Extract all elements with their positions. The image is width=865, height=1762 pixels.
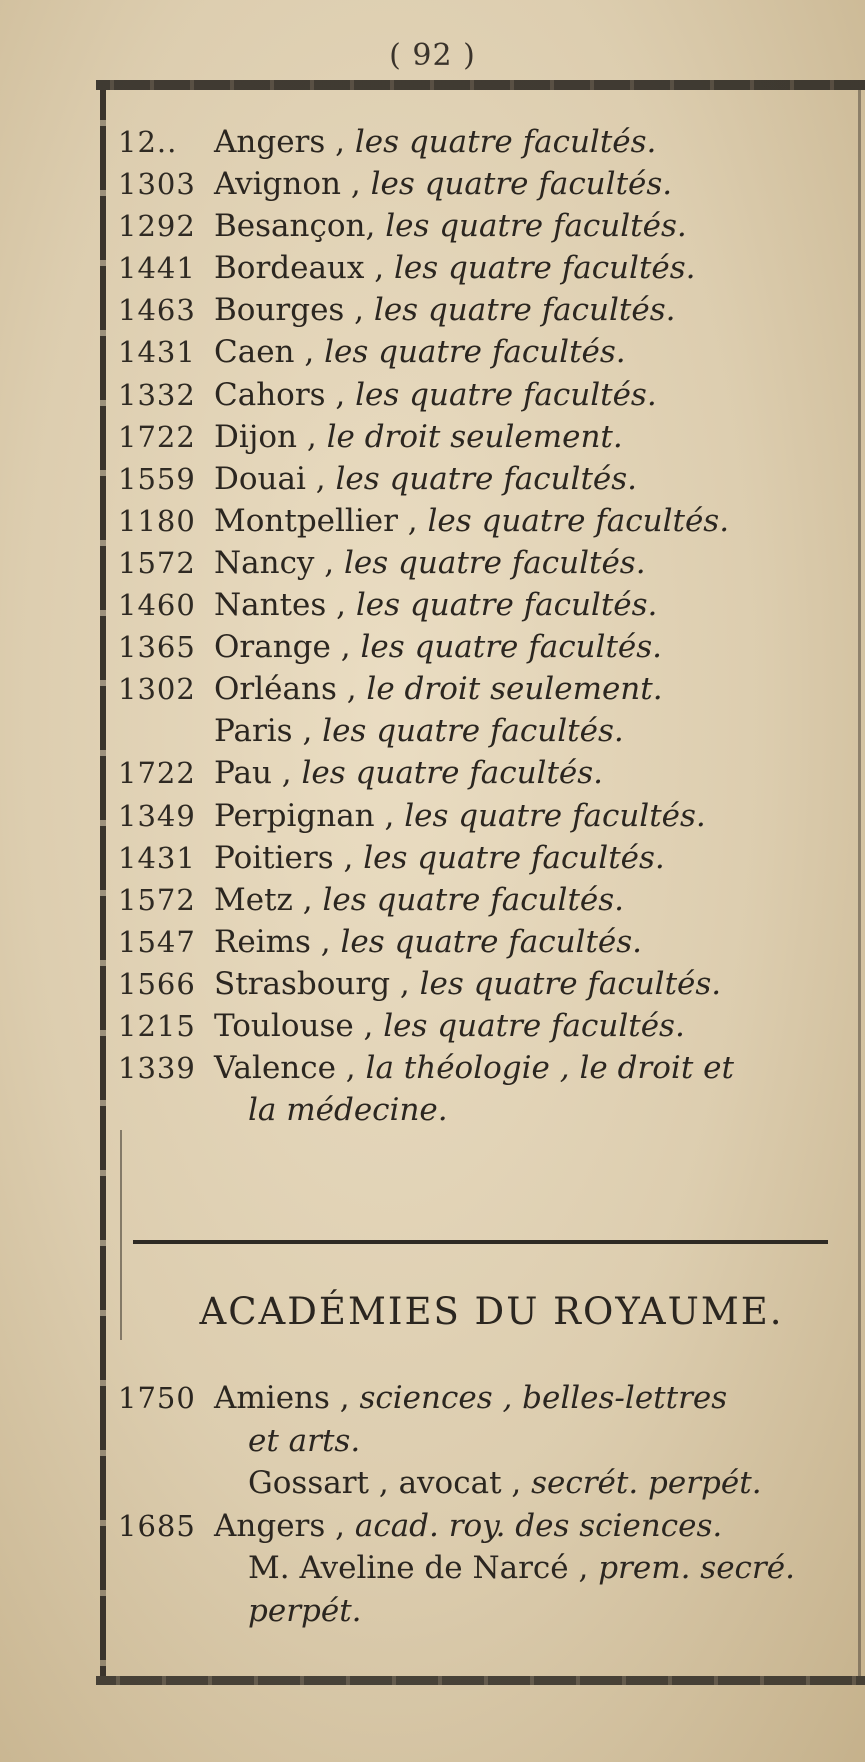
university-faculties: les quatre facultés.	[427, 502, 730, 539]
list-item	[118, 461, 865, 503]
university-entry	[214, 292, 675, 328]
list-item	[118, 755, 865, 797]
university-year: 1292	[118, 209, 196, 244]
university-year: 1547	[118, 924, 196, 959]
university-entry	[214, 208, 687, 244]
section-rule	[133, 1240, 828, 1244]
list-item	[118, 1423, 865, 1466]
university-faculties: les quatre facultés.	[363, 839, 665, 876]
list-item	[118, 250, 865, 292]
university-year: 1349	[118, 798, 196, 833]
university-faculties: les quatre facultés.	[354, 124, 657, 160]
list-item	[118, 1050, 865, 1092]
university-faculties: les quatre facultés.	[419, 965, 722, 1002]
university-place: Cahors ,	[214, 376, 346, 413]
university-entry	[214, 840, 665, 876]
university-year: 1431	[118, 840, 196, 875]
list-item	[118, 503, 865, 545]
university-year: 1215	[118, 1008, 196, 1043]
university-year: 1180	[118, 503, 196, 538]
university-faculties: les quatre facultés.	[360, 629, 663, 666]
university-place: Montpellier ,	[214, 502, 418, 539]
university-year: 1566	[118, 966, 196, 1001]
university-place: Bordeaux ,	[214, 250, 385, 287]
university-place: Nantes ,	[214, 587, 346, 624]
secretary-name: Gossart , avocat ,	[248, 1465, 522, 1502]
university-faculties: les quatre facultés.	[404, 797, 706, 834]
university-year: 1463	[118, 293, 196, 328]
academy-note-continuation: et arts.	[248, 1422, 361, 1459]
secretary-title: secrét. perpét.	[531, 1465, 762, 1502]
list-item	[118, 166, 865, 208]
academy-note: acad. roy. des sciences.	[354, 1507, 723, 1544]
secretary-title: prem. secré.	[598, 1550, 795, 1587]
university-faculties: la théologie , le droit et	[365, 1050, 734, 1087]
university-entry	[214, 798, 706, 834]
university-faculties: les quatre facultés.	[373, 292, 676, 329]
academy-place: Angers ,	[214, 1507, 345, 1544]
university-entry	[214, 587, 657, 623]
list-item	[118, 1508, 865, 1551]
university-year: 1302	[118, 672, 196, 707]
university-year: 1722	[118, 419, 196, 454]
valence-continuation: la médecine.	[248, 1092, 448, 1129]
university-faculties: les quatre facultés.	[383, 1007, 685, 1044]
university-place: Pau ,	[214, 755, 292, 792]
university-place: Paris ,	[214, 713, 313, 750]
academy-entry	[214, 1508, 722, 1544]
university-faculties: les quatre facultés.	[355, 587, 658, 624]
university-place: Orange ,	[214, 629, 351, 666]
university-entry	[214, 166, 672, 202]
university-year: 1431	[118, 335, 196, 370]
university-entry	[214, 713, 624, 749]
list-item	[118, 334, 865, 376]
university-year: 12..	[118, 125, 178, 159]
list-item	[118, 124, 865, 166]
university-entry	[214, 924, 642, 960]
university-place: Orléans ,	[214, 671, 357, 708]
university-entry	[214, 377, 657, 413]
university-entry	[214, 419, 623, 455]
university-entry	[214, 671, 663, 707]
university-faculties: les quatre facultés.	[322, 713, 624, 750]
university-faculties: les quatre facultés.	[385, 208, 687, 245]
academy-year: 1750	[118, 1381, 196, 1415]
university-place: Strasbourg ,	[214, 965, 410, 1002]
university-faculties: les quatre facultés.	[370, 166, 673, 203]
list-item	[118, 587, 865, 629]
university-place: Angers ,	[214, 124, 345, 160]
university-year: 1460	[118, 588, 196, 623]
academy-place: Amiens ,	[214, 1380, 350, 1416]
university-place: Dijon ,	[214, 418, 317, 455]
list-item	[118, 1380, 865, 1423]
bottom-rule	[96, 1676, 865, 1685]
list-item	[118, 1008, 865, 1050]
university-year: 1339	[118, 1051, 196, 1086]
university-place: Avignon ,	[214, 166, 361, 203]
academy-secretary	[118, 1465, 762, 1501]
university-place: Valence ,	[214, 1050, 356, 1087]
secretary-title-continuation: perpét.	[248, 1592, 362, 1629]
university-place: Nancy ,	[214, 544, 335, 581]
university-faculties: les quatre facultés.	[393, 250, 696, 287]
university-faculties: les quatre facultés.	[322, 881, 625, 918]
university-entry	[214, 124, 656, 160]
academy-year: 1685	[118, 1508, 196, 1543]
section-title: ACADÉMIES DU ROYAUME.	[199, 1290, 784, 1333]
university-year: 1559	[118, 461, 196, 496]
academy-entry	[214, 1380, 727, 1416]
list-item	[118, 882, 865, 924]
university-year: 1722	[118, 756, 196, 791]
page-number: ( 92 )	[389, 38, 476, 73]
list-item	[118, 377, 865, 419]
secretary-name: M. Aveline de Narcé ,	[248, 1550, 589, 1587]
university-faculties: les quatre facultés.	[355, 376, 657, 413]
university-place: Caen ,	[214, 334, 315, 371]
university-entry	[214, 966, 721, 1002]
university-entry	[214, 755, 603, 791]
academy-note: sciences , belles-lettres	[359, 1380, 728, 1416]
academy-secretary	[118, 1550, 795, 1586]
university-entry	[214, 250, 696, 286]
list-item	[118, 1550, 865, 1593]
university-year: 1441	[118, 251, 196, 286]
list-item	[118, 966, 865, 1008]
list-item	[118, 924, 865, 966]
university-year: 1303	[118, 167, 196, 202]
frame-left-border	[100, 90, 106, 1676]
university-entry	[214, 1008, 685, 1044]
list-item	[118, 292, 865, 334]
list-item	[118, 208, 865, 250]
list-item	[118, 545, 865, 587]
list-item	[118, 1593, 865, 1636]
university-place: Douai ,	[214, 460, 326, 497]
university-place: Reims ,	[214, 923, 331, 960]
list-item	[118, 671, 865, 713]
top-rule	[96, 80, 865, 90]
list-item	[118, 713, 865, 755]
university-place: Besançon,	[214, 208, 376, 245]
university-year: 1332	[118, 377, 196, 412]
list-item	[118, 419, 865, 461]
university-faculties: le droit seulement.	[366, 671, 663, 708]
university-entry	[214, 334, 626, 370]
university-faculties: les quatre facultés.	[340, 923, 643, 960]
university-place: Poitiers ,	[214, 839, 354, 876]
university-faculties: les quatre facultés.	[301, 755, 604, 792]
university-place: Toulouse ,	[214, 1007, 374, 1044]
university-entry	[214, 545, 646, 581]
universities-list	[118, 124, 865, 1134]
list-item	[118, 840, 865, 882]
list-item	[118, 629, 865, 671]
list-item	[118, 798, 865, 840]
university-place: Perpignan ,	[214, 797, 395, 834]
university-entry	[214, 629, 662, 665]
university-year: 1365	[118, 630, 196, 665]
academies-list	[118, 1380, 865, 1636]
university-faculties: les quatre facultés.	[324, 334, 626, 371]
university-entry	[214, 461, 637, 497]
university-entry	[214, 503, 729, 539]
university-entry	[214, 1050, 734, 1086]
university-year: 1572	[118, 545, 196, 580]
university-place: Metz ,	[214, 881, 313, 918]
university-faculties: les quatre facultés.	[335, 460, 638, 497]
university-place: Bourges ,	[214, 292, 365, 329]
university-faculties: le droit seulement.	[326, 418, 623, 455]
university-year: 1572	[118, 882, 196, 917]
university-faculties: les quatre facultés.	[344, 544, 646, 581]
university-entry	[214, 882, 624, 918]
list-item	[118, 1465, 865, 1508]
